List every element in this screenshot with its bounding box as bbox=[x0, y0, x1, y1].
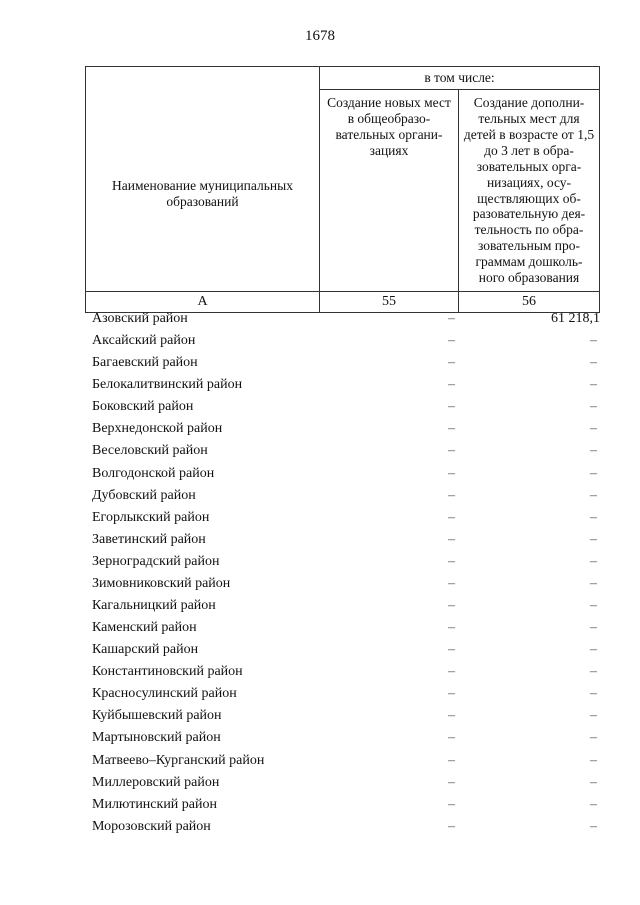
district-name: Дубовский район bbox=[92, 487, 196, 503]
value-column-55: – bbox=[448, 509, 455, 525]
district-name: Боковский район bbox=[92, 399, 194, 415]
value-column-55: – bbox=[448, 531, 455, 547]
district-name: Заветинский район bbox=[92, 531, 206, 547]
header-number-56: 56 bbox=[459, 292, 600, 313]
value-column-56: – bbox=[590, 509, 597, 525]
value-column-56: – bbox=[590, 465, 597, 481]
district-name: Азовский район bbox=[92, 311, 188, 326]
district-name: Егорлыкский район bbox=[92, 509, 210, 525]
value-column-55: – bbox=[448, 620, 455, 636]
value-column-56: – bbox=[590, 664, 597, 680]
value-column-56: – bbox=[590, 598, 597, 614]
value-column-55: – bbox=[448, 575, 455, 591]
district-name: Красносулинский район bbox=[92, 686, 237, 702]
table-row bbox=[92, 443, 600, 465]
value-column-56: – bbox=[590, 752, 597, 768]
table-header bbox=[85, 66, 600, 313]
table-row bbox=[92, 466, 600, 488]
value-column-55: – bbox=[448, 465, 455, 481]
value-column-55: – bbox=[448, 752, 455, 768]
table-row bbox=[92, 510, 600, 532]
header-column-55 bbox=[320, 90, 459, 292]
district-name: Куйбышевский район bbox=[92, 708, 222, 724]
table-row bbox=[92, 488, 600, 510]
value-column-56: – bbox=[590, 708, 597, 724]
district-name: Зерноградский район bbox=[92, 553, 220, 569]
value-column-55: – bbox=[448, 553, 455, 569]
table-row bbox=[92, 421, 600, 443]
district-name: Веселовский район bbox=[92, 443, 208, 459]
table-body bbox=[92, 311, 600, 841]
value-column-55: – bbox=[448, 796, 455, 812]
value-column-56: – bbox=[590, 796, 597, 812]
table-row bbox=[92, 532, 600, 554]
value-column-55: – bbox=[448, 642, 455, 658]
value-column-55: – bbox=[448, 487, 455, 503]
district-name: Кашарский район bbox=[92, 642, 199, 658]
header-column-56 bbox=[459, 90, 600, 292]
header-letter-cell: А bbox=[86, 292, 320, 313]
header-name-column bbox=[86, 67, 320, 292]
value-column-56: – bbox=[590, 553, 597, 569]
value-column-55: – bbox=[448, 598, 455, 614]
value-column-55: – bbox=[448, 730, 455, 746]
district-name: Белокалитвинский район bbox=[92, 377, 243, 393]
value-column-55: – bbox=[448, 333, 455, 349]
value-column-56: – bbox=[590, 421, 597, 437]
value-column-55: – bbox=[448, 421, 455, 437]
table-row bbox=[92, 775, 600, 797]
value-column-56: – bbox=[590, 575, 597, 591]
table-row bbox=[92, 355, 600, 377]
value-column-55: – bbox=[448, 311, 455, 326]
table-row bbox=[92, 708, 600, 730]
value-column-56: – bbox=[590, 774, 597, 790]
district-name: Миллеровский район bbox=[92, 774, 220, 790]
value-column-56: – bbox=[590, 487, 597, 503]
value-column-55: – bbox=[448, 377, 455, 393]
value-column-55: – bbox=[448, 774, 455, 790]
value-column-56: – bbox=[590, 399, 597, 415]
value-column-55: – bbox=[448, 399, 455, 415]
value-column-55: – bbox=[448, 355, 455, 371]
district-name: Багаевский район bbox=[92, 355, 198, 371]
table-row bbox=[92, 642, 600, 664]
district-name: Аксайский район bbox=[92, 333, 196, 349]
table-row bbox=[92, 686, 600, 708]
district-name: Морозовский район bbox=[92, 818, 211, 834]
header-including-label: в том числе: bbox=[424, 70, 495, 86]
district-name: Мартыновский район bbox=[92, 730, 221, 746]
header-number-55: 55 bbox=[320, 292, 459, 313]
district-name: Кагальницкий район bbox=[92, 598, 216, 614]
value-column-56: – bbox=[590, 818, 597, 834]
district-name: Милютинский район bbox=[92, 796, 218, 812]
header-name-label: Наименование муниципальных образований bbox=[112, 178, 293, 209]
district-name: Зимовниковский район bbox=[92, 575, 231, 591]
value-column-56: – bbox=[590, 686, 597, 702]
district-name: Каменский район bbox=[92, 620, 197, 636]
value-column-55: – bbox=[448, 818, 455, 834]
value-column-55: – bbox=[448, 686, 455, 702]
value-column-56: – bbox=[590, 443, 597, 459]
value-column-56: – bbox=[590, 730, 597, 746]
table-row bbox=[92, 620, 600, 642]
value-column-56: – bbox=[590, 355, 597, 371]
table-row bbox=[92, 664, 600, 686]
header-col55-label: Создание новых мест в общеобразо-вательных органи-зациях bbox=[327, 95, 451, 158]
page-number: 1678 bbox=[305, 28, 335, 44]
table-row bbox=[92, 377, 600, 399]
value-column-56: – bbox=[590, 620, 597, 636]
district-name: Волгодонской район bbox=[92, 465, 215, 481]
table-row bbox=[92, 554, 600, 576]
table-row bbox=[92, 399, 600, 421]
district-name: Матвеево–Курганский район bbox=[92, 752, 265, 768]
table-row bbox=[92, 598, 600, 620]
table-row bbox=[92, 576, 600, 598]
table-row bbox=[92, 753, 600, 775]
value-column-56: – bbox=[590, 377, 597, 393]
value-column-56: – bbox=[590, 333, 597, 349]
value-column-55: – bbox=[448, 708, 455, 724]
table-row bbox=[92, 819, 600, 841]
table-row bbox=[92, 333, 600, 355]
value-column-56: 61 218,1 bbox=[551, 311, 600, 326]
value-column-56: – bbox=[590, 642, 597, 658]
table-row bbox=[92, 730, 600, 752]
value-column-55: – bbox=[448, 664, 455, 680]
value-column-55: – bbox=[448, 443, 455, 459]
table-row bbox=[92, 797, 600, 819]
header-including bbox=[320, 67, 600, 90]
district-name: Константиновский район bbox=[92, 664, 243, 680]
district-name: Верхнедонской район bbox=[92, 421, 223, 437]
table-row bbox=[92, 311, 600, 333]
value-column-56: – bbox=[590, 531, 597, 547]
header-col56-label: Создание дополни-тельных мест для детей в возрасте от 1,5 до 3 лет в обра-зовательных орга-низациях, осу-ществляющих об-разовательную дея-тельность по обра-зовательным про-граммам дошколь-ного образования bbox=[463, 95, 595, 286]
